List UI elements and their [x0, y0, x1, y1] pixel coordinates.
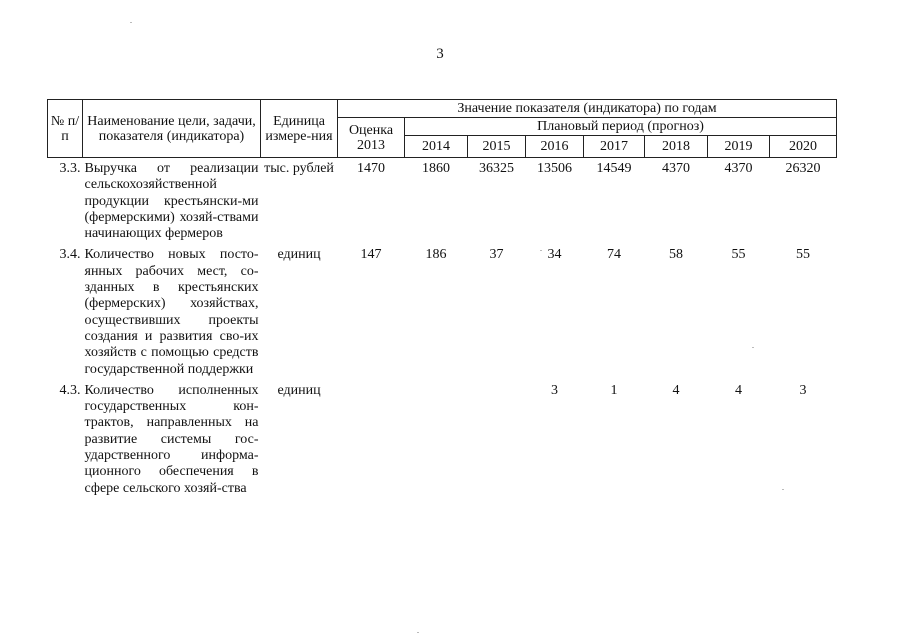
value-2018: 58	[669, 247, 683, 263]
header-year: 2018	[645, 136, 708, 158]
header-name: Наименование цели, задачи, показателя (индикатора)	[83, 100, 261, 158]
header-num: № п/п	[48, 100, 83, 158]
value-2016: 34	[547, 247, 562, 263]
header-year: 2016	[526, 136, 584, 158]
header-plan-group: Плановый период (прогноз)	[405, 118, 837, 136]
value-2013: 147	[360, 247, 382, 263]
table-row	[48, 380, 837, 499]
value-2019: 4370	[724, 161, 753, 176]
value-2020: 26320	[785, 161, 821, 176]
value-2018: 4	[672, 382, 680, 398]
indicators-table	[47, 99, 837, 499]
header-year: 2017	[584, 136, 645, 158]
indicator-name: Количество исполненных государственных кон-трактов, направленных на развитие системы гос-ударственного информа-ционного обеспечения в сфере сельского хозяй-ства	[84, 382, 259, 496]
scan-speck	[752, 347, 754, 348]
header-year: 2019	[708, 136, 770, 158]
row-number: 4.3.	[59, 382, 81, 398]
scan-speck	[130, 22, 132, 23]
indicator-unit: тыс. рублей	[264, 161, 334, 176]
header-estimate: Оценка 2013	[338, 118, 405, 158]
scan-speck	[782, 489, 784, 490]
value-2014: 186	[425, 247, 447, 263]
indicator-name: Количество новых посто-янных рабочих мест, со-зданных в крестьянских (фермерских) хозяйствах, осуществивших проекты создания и развития сво-их хозяйств с помощью средств государственной поддержки	[84, 247, 259, 377]
value-2017: 74	[607, 247, 621, 263]
value-2017: 14549	[596, 161, 632, 176]
table-row	[48, 158, 837, 245]
value-2015	[468, 380, 526, 499]
value-2018: 4370	[662, 161, 690, 176]
value-2019: 55	[731, 247, 746, 263]
table-row	[48, 244, 837, 379]
header-values-group: Значение показателя (индикатора) по годам	[338, 100, 837, 118]
indicator-name: Выручка от реализации сельскохозяйственной продукции крестьянски-ми (фермерскими) хозяй-ствами начинающих фермеров	[84, 161, 259, 242]
value-2017: 1	[610, 382, 618, 398]
scan-speck	[540, 250, 542, 251]
value-2015: 37	[489, 247, 504, 263]
page-number: 3	[436, 46, 444, 62]
row-number: 3.3.	[59, 161, 81, 176]
value-2013	[338, 380, 405, 499]
header-unit: Единица измере-ния	[261, 100, 338, 158]
indicator-unit: единиц	[277, 382, 321, 398]
value-2014: 1860	[422, 161, 450, 176]
value-2019: 4	[735, 382, 742, 398]
value-2016: 13506	[537, 161, 572, 176]
header-year: 2015	[468, 136, 526, 158]
row-number: 3.4.	[59, 247, 81, 263]
value-2020: 3	[799, 382, 807, 398]
scan-speck	[417, 632, 419, 633]
header-year: 2020	[770, 136, 837, 158]
value-2013: 1470	[357, 161, 385, 176]
value-2015: 36325	[479, 161, 514, 176]
value-2014	[405, 380, 468, 499]
header-year: 2014	[405, 136, 468, 158]
value-2016: 3	[551, 382, 558, 398]
indicator-unit: единиц	[277, 247, 321, 263]
value-2020: 55	[796, 247, 810, 263]
